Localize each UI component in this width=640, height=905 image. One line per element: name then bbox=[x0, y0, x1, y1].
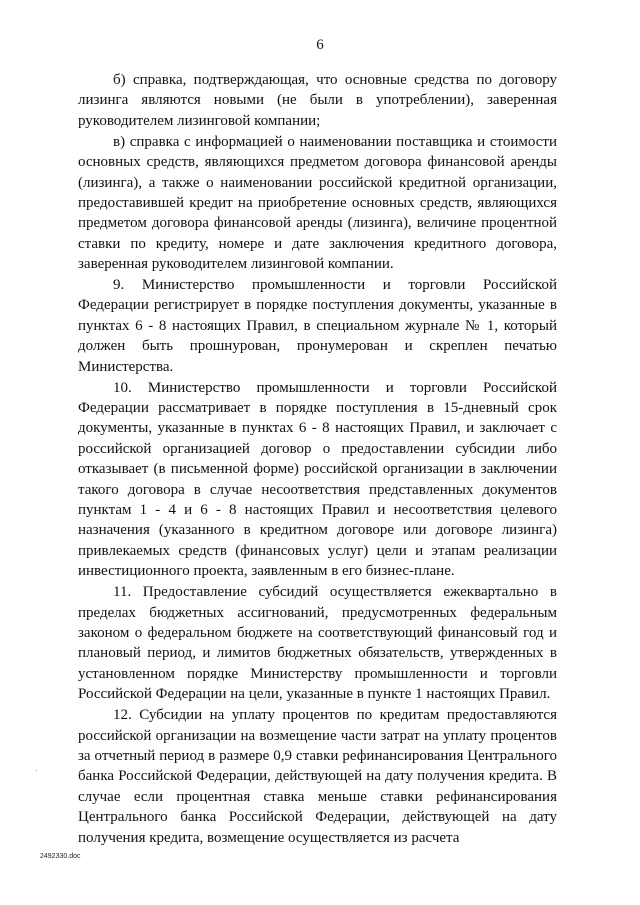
paragraph-10-review: 10. Министерство промышленности и торговли Российской Федерации рассматривает в порядке поступления в 15-дневный срок документы, указанные в пунктах 6 - 8 настоящих Правил, и заключает с российской организацией договор о предоставлении субсидии либо отказывает (в письменной форме) российской организации в заключении такого договора в случае несоответствия представленных документов пунктам 1 - 4 и 6 - 8 настоящих Правил и несоответствия целевого назначения (указанного в кредитном договоре или договоре лизинга) привлекаемых средств (финансовых услуг) цели и этапам реализации инвестиционного проекта, заявленным в его бизнес-плане. bbox=[78, 379, 557, 580]
page-number: 6 bbox=[316, 37, 324, 53]
scan-margin-mark bbox=[36, 770, 37, 771]
document-body bbox=[78, 70, 557, 848]
paragraph-9-registration: 9. Министерство промышленности и торговли Российской Федерации регистрирует в порядке поступления документы, указанные в пунктах 6 - 8 настоящих Правил, в специальном журнале № 1, который должен быть прошнурован, пронумерован и скреплен печатью Министерства. bbox=[78, 277, 557, 375]
paragraph-v-certificate-supplier-info: в) справка с информацией о наименовании поставщика и стоимости основных средств, являющихся предметом договора финансовой аренды (лизинга), а также о наименовании российской кредитной организации, предоставившей кредит на приобретение основных средств, являющихся предметом договора финансовой аренды (лизинга), величине процентной ставки по кредиту, номере и дате заключения кредитного договора, заверенная руководителем лизинговой компании. bbox=[78, 133, 557, 273]
footer-document-id: 2492330.doc bbox=[40, 853, 81, 860]
paragraph-b-certificate-new-assets: б) справка, подтверждающая, что основные средства по договору лизинга являются новыми (не были в употреблении), заверенная руководителем лизинговой компании; bbox=[78, 72, 557, 129]
paragraph-12-interest-subsidy: 12. Субсидии на уплату процентов по кредитам предоставляются российской организации на возмещение части затрат на уплату процентов за отчетный период в размере 0,9 ставки рефинансирования Центрального банка Российской Федерации, действующей на дату получения кредита. В случае если процентная ставка меньше ставки рефинансирования Центрального банка Российской Федерации, действующей на дату получения кредита, возмещение осуществляется из расчета bbox=[78, 707, 557, 846]
paragraph-11-quarterly-provision: 11. Предоставление субсидий осуществляется ежеквартально в пределах бюджетных ассигнований, предусмотренных федеральным законом о федеральном бюджете на соответствующий финансовый год и плановый период, и лимитов бюджетных обязательств, утвержденных в установленном порядке Министерству промышленности и торговли Российской Федерации на цели, указанные в пункте 1 настоящих Правил. bbox=[78, 584, 557, 703]
